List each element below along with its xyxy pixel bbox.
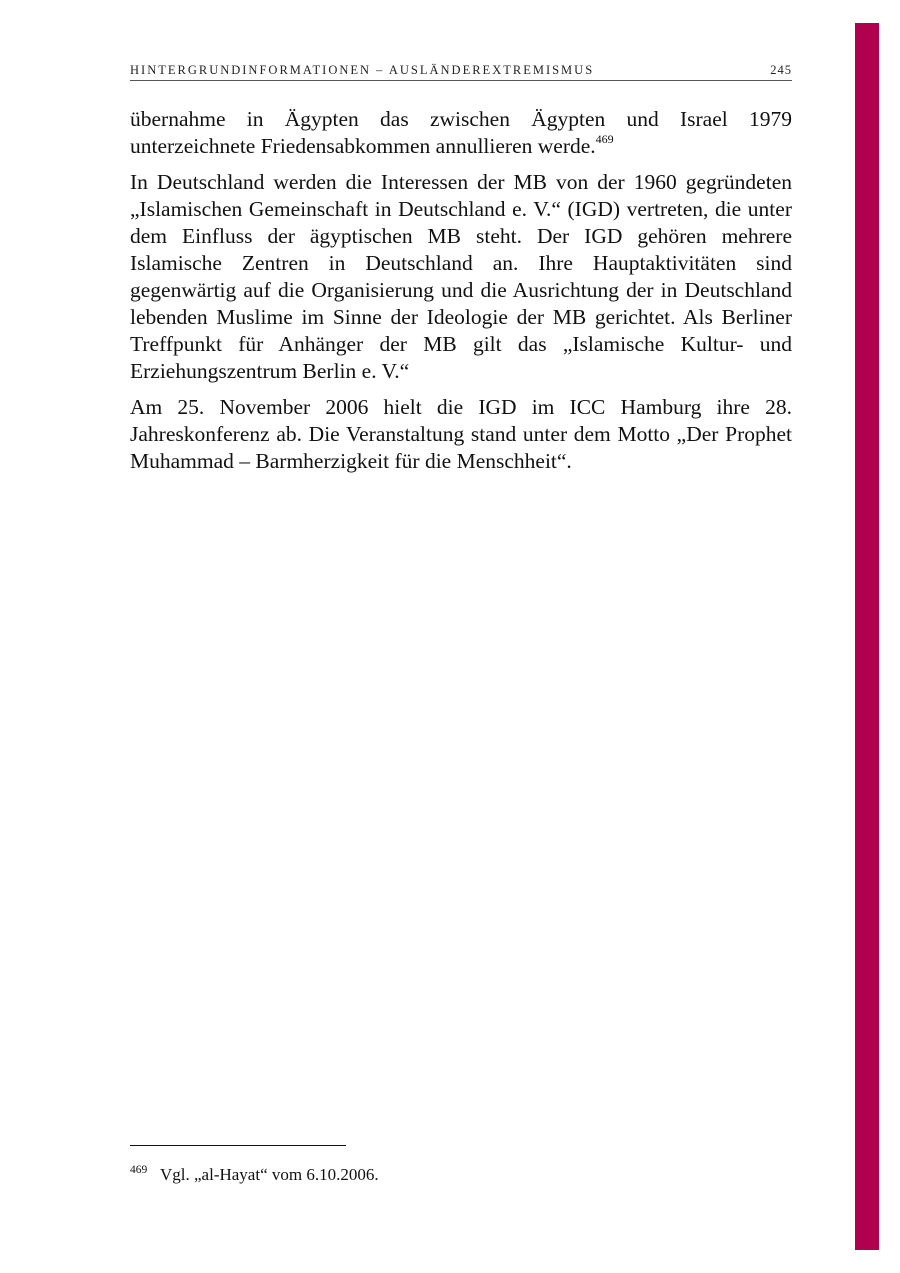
footnote-text: Vgl. „al-Hayat“ vom 6.10.2006. [160, 1165, 379, 1184]
side-color-bar [855, 23, 879, 1250]
paragraph-1-text: übernahme in Ägypten das zwischen Ägypten und Israel 1979 unterzeichnete Friedensabkommen annullieren werde. [130, 107, 792, 158]
running-title: HINTERGRUNDINFORMATIONEN – AUSLÄNDEREXTREMISMUS [130, 63, 595, 77]
footnote [130, 1164, 792, 1188]
paragraph-3: Am 25. November 2006 hielt die IGD im ICC Hamburg ihre 28. Jahreskonferenz ab. Die Veranstaltung stand unter dem Motto „Der Prophet Muhammad – Barmherzigkeit für die Menschheit“. [130, 395, 792, 473]
body-text [130, 106, 792, 484]
running-header [130, 62, 792, 81]
paragraph-1 [130, 106, 792, 160]
footnote-number: 469 [130, 1164, 148, 1176]
footnote-divider [130, 1145, 346, 1146]
page-number: 245 [770, 63, 792, 77]
paragraph-2: In Deutschland werden die Interessen der MB von der 1960 gegründeten „Islamischen Gemeinschaft in Deutschland e. V.“ (IGD) vertreten, die unter dem Einfluss der ägyptischen MB steht. Der IGD gehören mehrere Islamische Zentren in Deutschland an. Ihre Hauptaktivitäten sind gegenwärtig auf die Organisierung und die Ausrichtung der in Deutschland lebenden Muslime im Sinne der Ideologie der MB gerichtet. Als Berliner Treffpunkt für Anhänger der MB gilt das „Islamische Kultur- und Erziehungszentrum Berlin e. V.“ [130, 170, 792, 383]
footnote-reference[interactable]: 469 [595, 132, 614, 146]
